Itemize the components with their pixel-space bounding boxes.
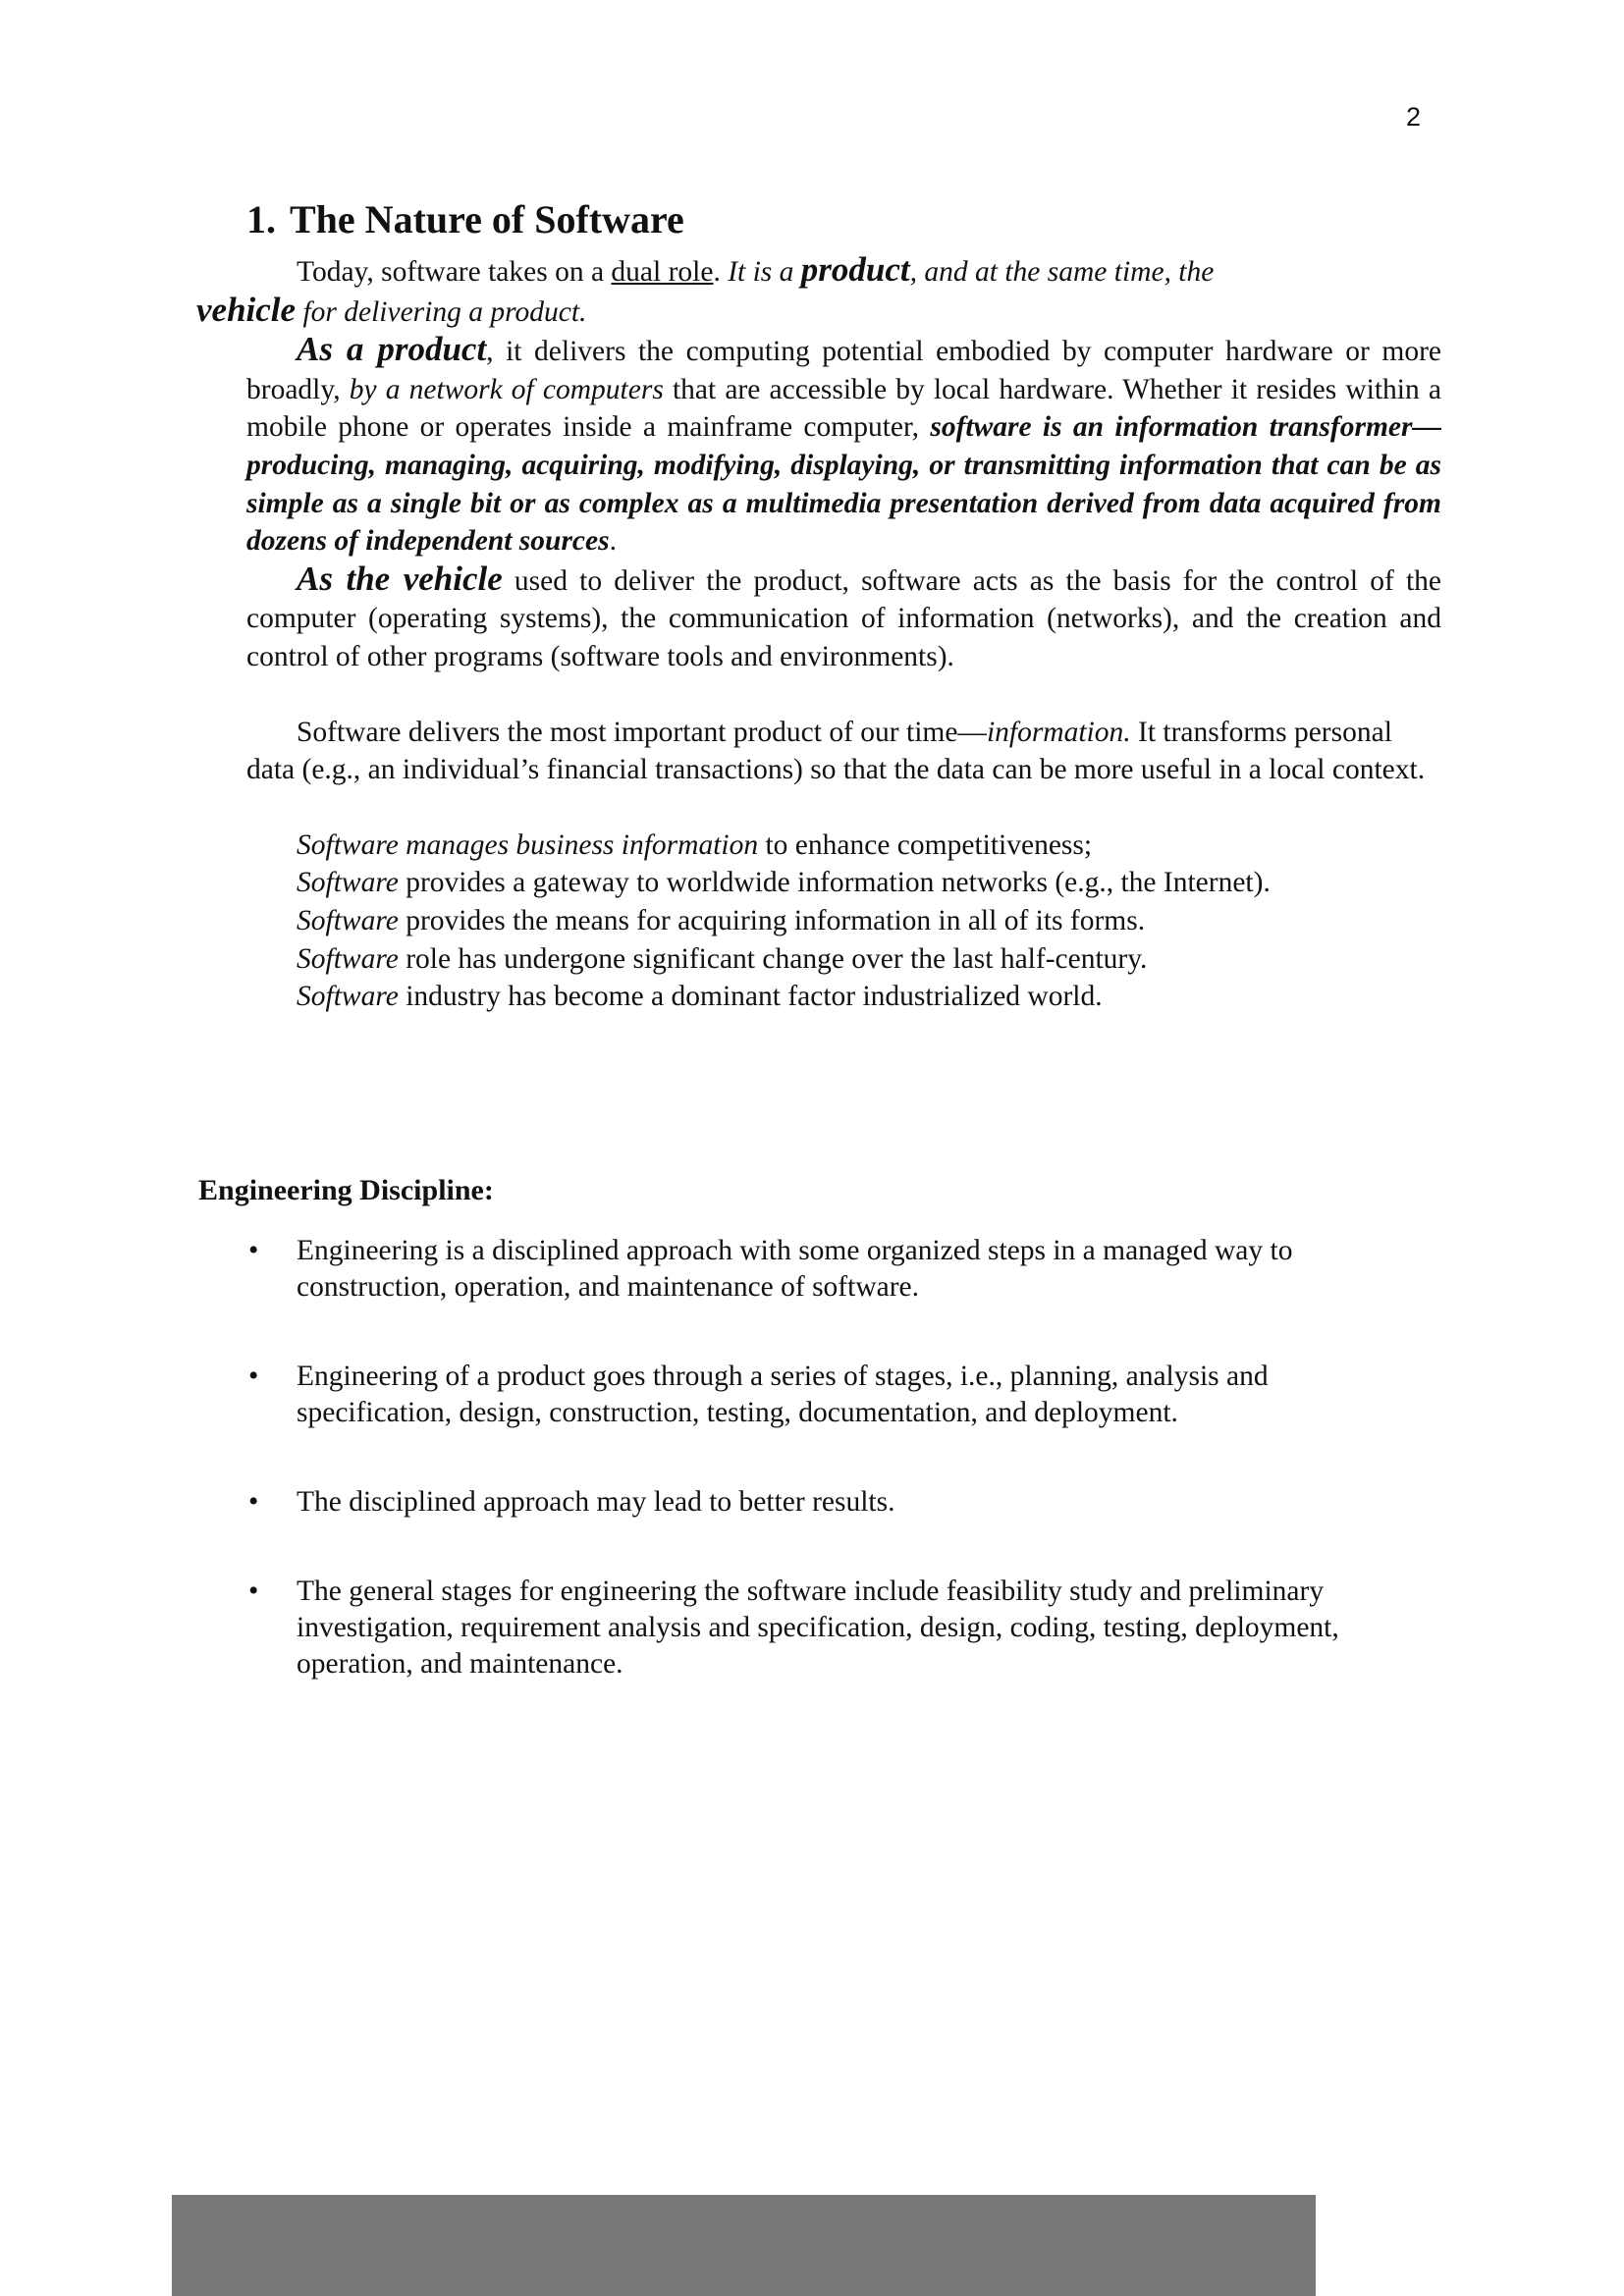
bullet-text: Engineering is a disciplined approach with some organized steps in a managed way to construction, operation, and maintenance of software. [297,1235,1293,1303]
paragraph-text: used to deliver the product, software acts as the basis for the control of the computer (operating systems), the communication of information (networks), and the creation and control of other programs (software tools and environments). [246,564,1441,672]
paragraph-text: Software delivers the most important product of our time— [297,716,987,748]
section-heading [246,196,1441,243]
bullet-icon: • [248,1486,259,1518]
spacer [246,789,1441,827]
intro-text: for delivering a product. [296,295,587,328]
information-paragraph [246,714,1441,789]
spacer [246,676,1441,714]
list-item [297,864,1441,902]
section-number: 1. [246,197,276,241]
as-vehicle-lead: As the vehicle [297,559,503,598]
bullet-text: The disciplined approach may lead to better results. [297,1486,895,1518]
information-term: information. [986,716,1131,748]
list-item-lead: Software [297,867,399,899]
section-title: The Nature of Software [290,197,684,241]
product-term: product [800,250,910,289]
intro-text: . [713,256,729,288]
list-item [297,940,1441,979]
software-roles-list [246,827,1441,1016]
engineering-bullet-list [246,1233,1376,1735]
list-item-lead: Software [297,942,399,975]
engineering-discipline-heading: Engineering Discipline: [198,1174,494,1206]
list-item [297,902,1441,940]
vehicle-term: vehicle [196,290,297,329]
bullet-item [246,1484,1376,1521]
bullet-item [246,1574,1376,1682]
page-number: 2 [1406,102,1422,132]
list-item-text: role has undergone significant change over the last half-century. [398,942,1148,975]
footer-bar [172,2195,1316,2296]
list-item-lead: Software manages business information [297,828,759,861]
list-item [297,978,1441,1016]
bullet-text: Engineering of a product goes through a series of stages, i.e., planning, analysis and specification, design, construction, testing, documentation, and deployment. [297,1361,1269,1428]
intro-text: , and at the same time, the [909,256,1215,288]
section-nature-of-software [196,196,1441,1016]
paragraph-text: that are accessible by local hardware. Whether it resides within a mobile phone or operates inside a mainframe computer, [246,373,1441,444]
bullet-text: The general stages for engineering the software include feasibility study and preliminary investigation, requirement analysis and specification, design, coding, testing, deployment, operation, and maintenance. [297,1575,1339,1680]
list-item-text: provides a gateway to worldwide information networks (e.g., the Internet). [398,867,1271,899]
bullet-icon: • [248,1575,259,1607]
intro-paragraph [196,250,1441,331]
transformer-phrase: software is an information transformer—producing, managing, acquiring, modifying, displaying, or transmitting information that can be as simple as a single bit or as complex as a multimedia presentation derived from data acquired from dozens of independent sources [246,411,1441,558]
as-product-paragraph [246,331,1441,561]
intro-text: Today, software takes on a [297,256,612,288]
as-product-lead: As a product [297,330,487,369]
as-vehicle-paragraph [246,561,1441,676]
list-item-lead: Software [297,981,399,1013]
intro-text: It is a [728,256,801,288]
list-item-text: industry has become a dominant factor industrialized world. [398,981,1103,1013]
list-item-text: to enhance competitiveness; [758,828,1093,861]
network-phrase: by a network of computers [349,373,664,405]
bullet-icon: • [248,1361,259,1392]
list-item-lead: Software [297,904,399,936]
paragraph-text: , it delivers the computing potential embodied by computer hardware or more broadly, [246,336,1441,405]
list-item-text: provides the means for acquiring information in all of its forms. [398,904,1146,936]
paragraph-text: It transforms personal data (e.g., an individual’s financial transactions) so that the data can be more useful in a local context. [246,716,1426,786]
bullet-icon: • [248,1235,259,1266]
bullet-item [246,1359,1376,1431]
dual-role-term: dual role [611,256,714,288]
paragraph-text: . [609,525,617,558]
list-item [297,827,1441,865]
bullet-item [246,1233,1376,1306]
